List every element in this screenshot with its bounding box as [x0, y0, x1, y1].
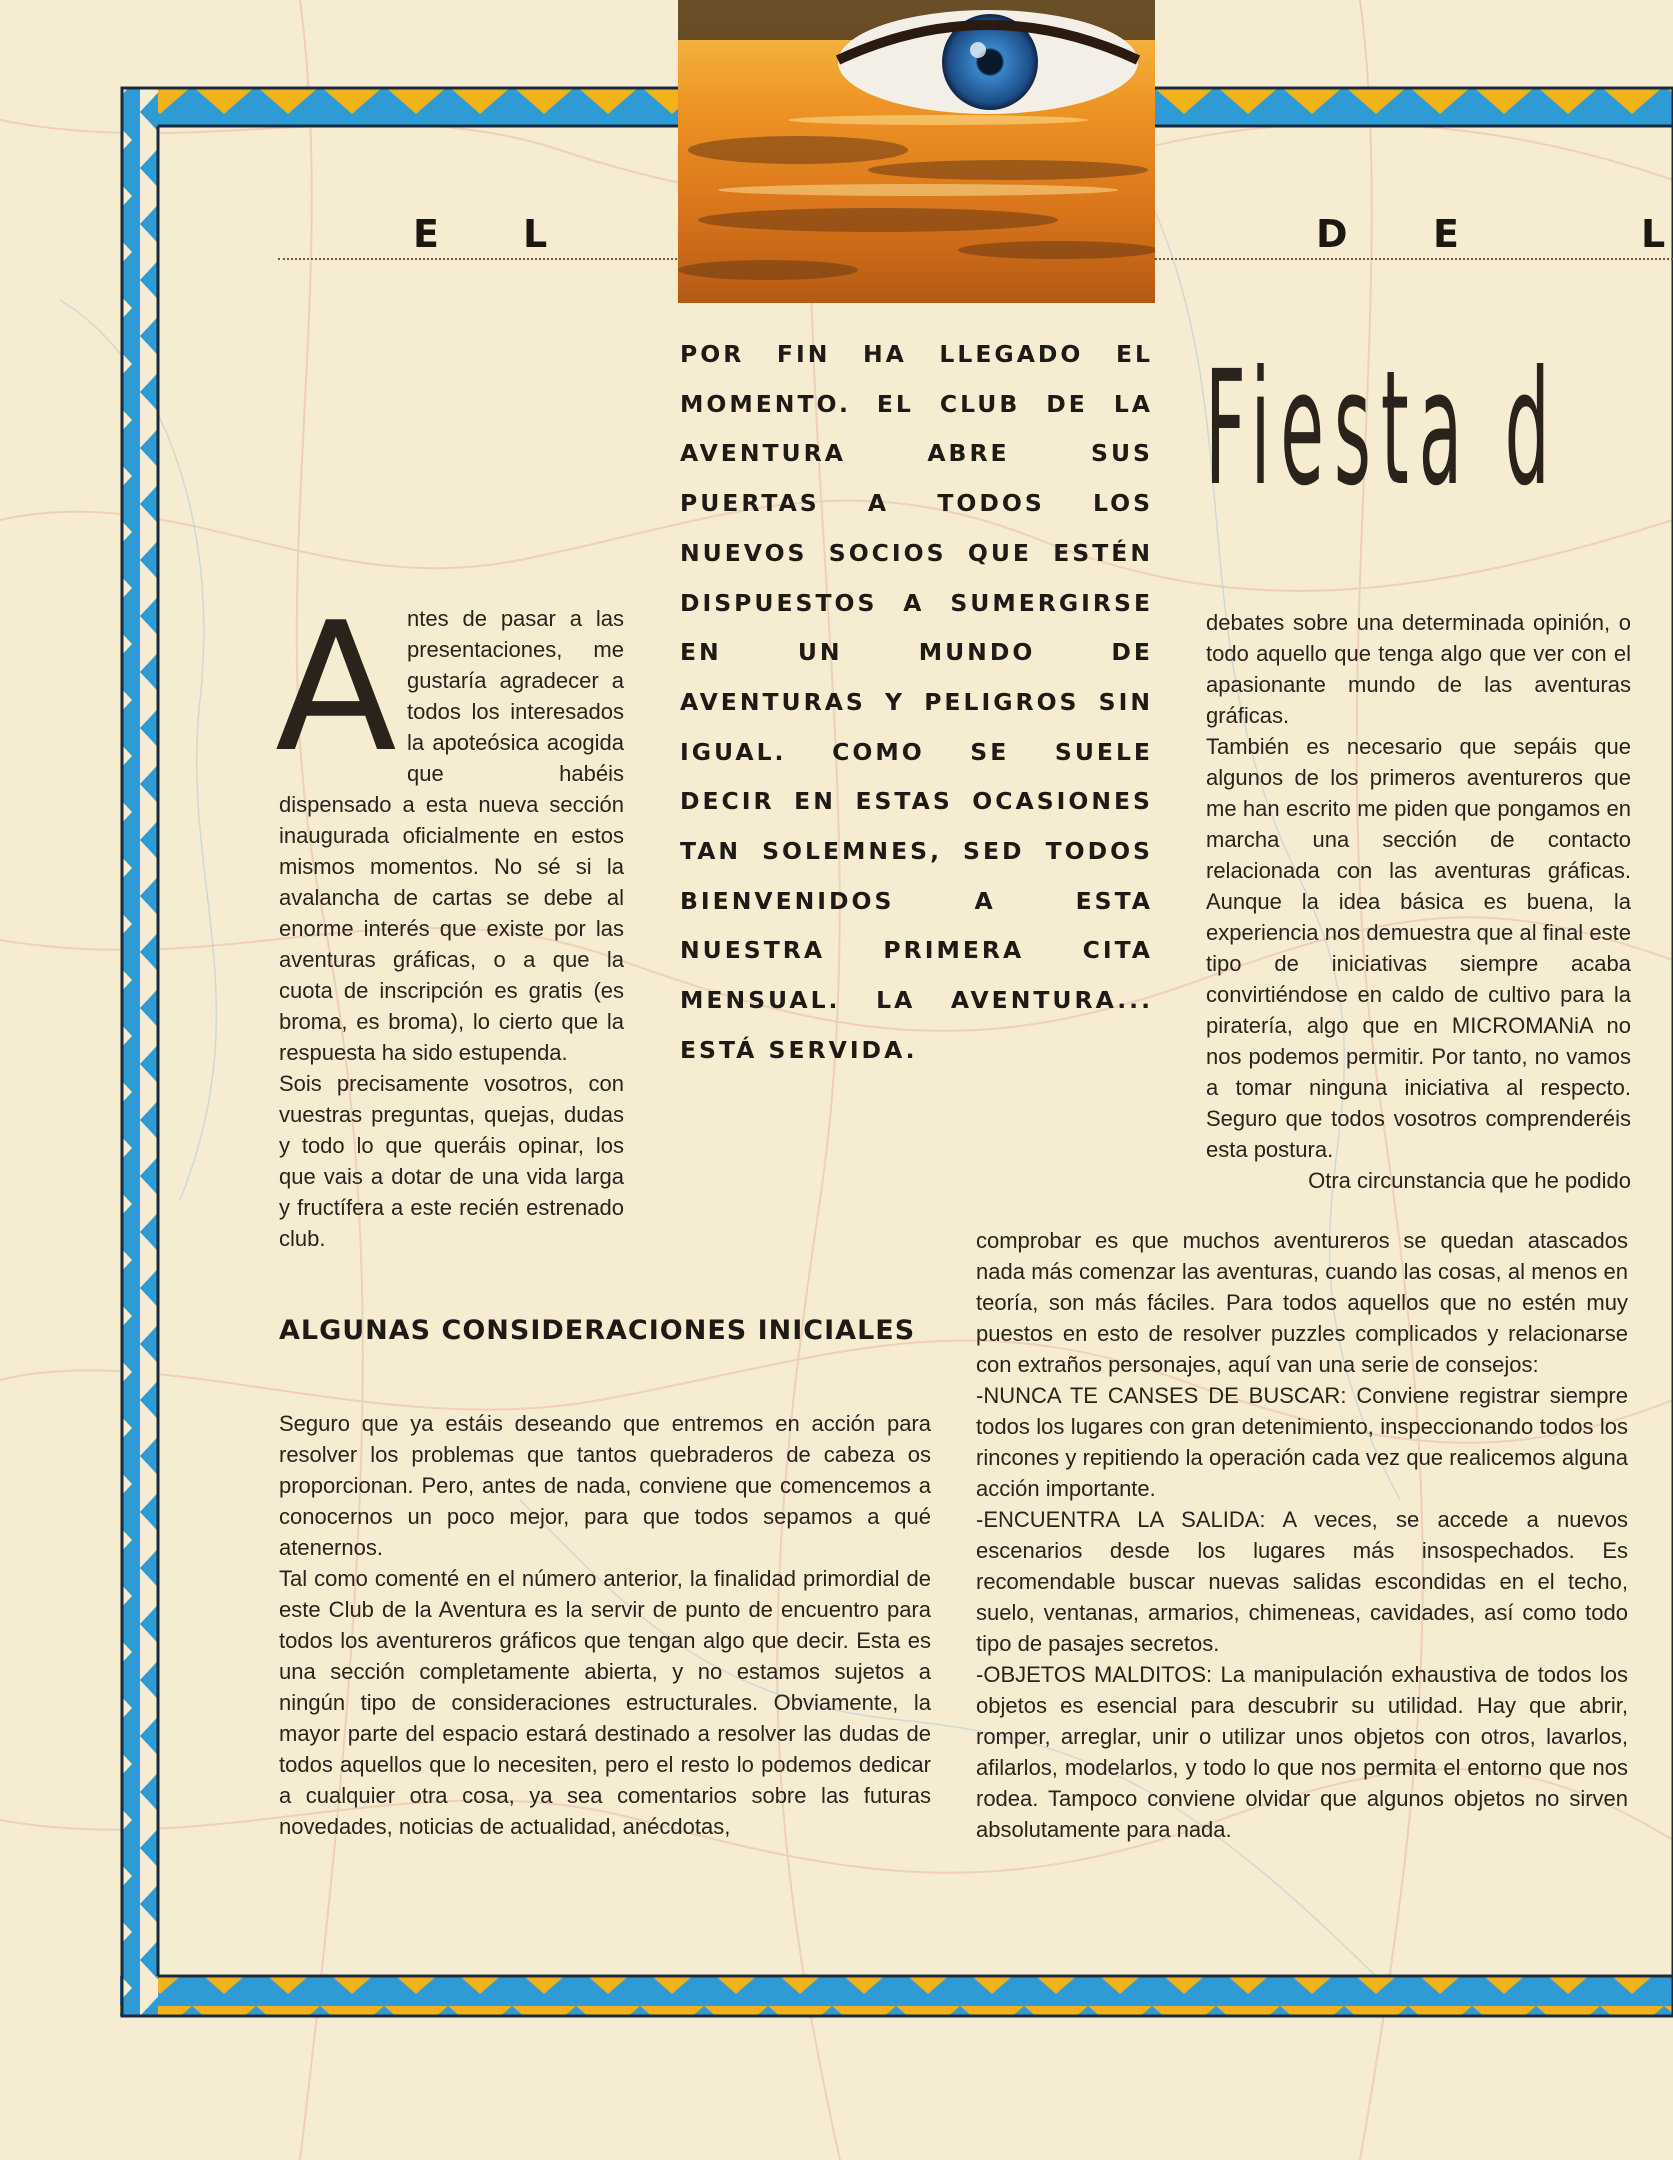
header-letter: L [1641, 212, 1668, 256]
paragraph: Sois precisamente vosotros, con vuestras preguntas, quejas, dudas y todo lo que queráis opinar, los que vais a dotar de una vida larga y fructífera a este recién estrenado club. [279, 1071, 624, 1251]
column-left-top [275, 584, 624, 1254]
header-letter: E [1433, 212, 1461, 256]
page-title: Fiesta d [1205, 337, 1560, 521]
eye-sunset-photo [678, 0, 1155, 303]
intro-text: POR FIN HA LLEGADO EL MOMENTO. EL CLUB DE LA AVENTURA ABRE SUS PUERTAS A TODOS LOS NUEVOS SOCIOS QUE ESTÉN DISPUESTOS A SUMERGIRSE EN UN MUNDO DE AVENTURAS Y PELIGROS SIN IGUAL. COMO SE SUELE DECIR EN ESTAS OCASIONES TAN SOLEMNES, SED TODOS BIENVENIDOS A ESTA NUESTRA PRIMERA CITA MENSUAL. LA AVENTURA... ESTÁ SERVIDA. [680, 340, 1153, 1064]
section-heading: ALGUNAS CONSIDERACIONES INICIALES [279, 1315, 916, 1346]
paragraph: Otra circunstancia que he podido [1308, 1168, 1631, 1193]
column-left-bottom [279, 1408, 931, 1842]
paragraph-text: ntes de pasar a las presentaciones, me gustaría agradecer a todos los interesados la apoteósica acogida que habéis dispensado a esta nueva sección inaugurada oficialmente en estos mismos momentos. No sé si la avalancha de cartas se debe al enorme interés que existe por las aventuras gráficas, o a que la cuota de inscripción es gratis (es broma, es broma), lo cierto que la respuesta ha sido estupenda. [279, 606, 624, 1065]
column-middle-bottom [976, 1225, 1628, 1845]
paragraph: debates sobre una determinada opinión, o todo aquello que tenga algo que ver con el apasionante mundo de las aventuras gráficas. [1206, 610, 1631, 728]
header-letter: L [523, 212, 550, 256]
tip-paragraph: -ENCUENTRA LA SALIDA: A veces, se accede a nuevos escenarios desde los lugares más insospechados. Es recomendable buscar nuevas salidas escondidas en el techo, suelo, ventanas, armarios, chimeneas, cavidades, así como todo tipo de pasajes secretos. [976, 1507, 1628, 1656]
paragraph: comprobar es que muchos aventureros se quedan atascados nada más comenzar las aventuras, cuando las cosas, al menos en teoría, son más fáciles. Para todos aquellos que no estén muy puestos en esto de resolver puzzles complicados y relacionarse con extraños personajes, aquí van una serie de consejos: [976, 1228, 1628, 1377]
header-letter: D [1316, 212, 1350, 256]
header-letter: E [413, 212, 441, 256]
column-right-top [1206, 607, 1631, 1196]
tip-paragraph: -NUNCA TE CANSES DE BUSCAR: Conviene registrar siempre todos los lugares con gran detenimiento, inspeccionando todos los rincones y repitiendo la operación cada vez que realicemos alguna acción importante. [976, 1383, 1628, 1501]
paragraph: Seguro que ya estáis deseando que entremos en acción para resolver los problemas que tantos quebraderos de cabeza os proporcionan. Pero, antes de nada, conviene que comencemos a conocernos un poco mejor, para que todos sepamos a qué atenernos. [279, 1411, 931, 1560]
drop-cap: A [275, 584, 397, 791]
tip-paragraph: -OBJETOS MALDITOS: La manipulación exhaustiva de todos los objetos es esencial para descubrir su utilidad. Hay que abrir, romper, arreglar, unir o utilizar unos objetos con otros, lavarlos, afilarlos, modelarlos, y todo lo que nos permita el entorno que nos rodea. Tampoco conviene olvidar que algunos objetos no sirven absolutamente para nada. [976, 1662, 1628, 1842]
paragraph: También es necesario que sepáis que algunos de los primeros aventureros que me han escrito me piden que pongamos en marcha una sección de contacto relacionada con las aventuras gráficas. Aunque la idea básica es buena, la experiencia nos demuestra que al final este tipo de iniciativas siempre acaba convirtiéndose en caldo de cultivo para la piratería, algo que en MICROMANiA no nos podemos permitir. Por tanto, no vamos a tomar ninguna iniciativa al respecto. Seguro que todos vosotros comprenderéis esta postura. [1206, 734, 1631, 1162]
paragraph: Tal como comenté en el número anterior, la finalidad primordial de este Club de la Aventura es la servir de punto de encuentro para todos los aventureros gráficos que tengan algo que decir. Esta es una sección completamente abierta, y no estamos sujetos a ningún tipo de consideraciones estructurales. Obviamente, la mayor parte del espacio estará destinado a resolver las dudas de todos aquellos que lo necesiten, pero el resto lo podemos dedicar a cualquier otra cosa, ya sea comentarios sobre las futuras novedades, noticias de actualidad, anécdotas, [279, 1566, 931, 1839]
paragraph [275, 584, 624, 1068]
